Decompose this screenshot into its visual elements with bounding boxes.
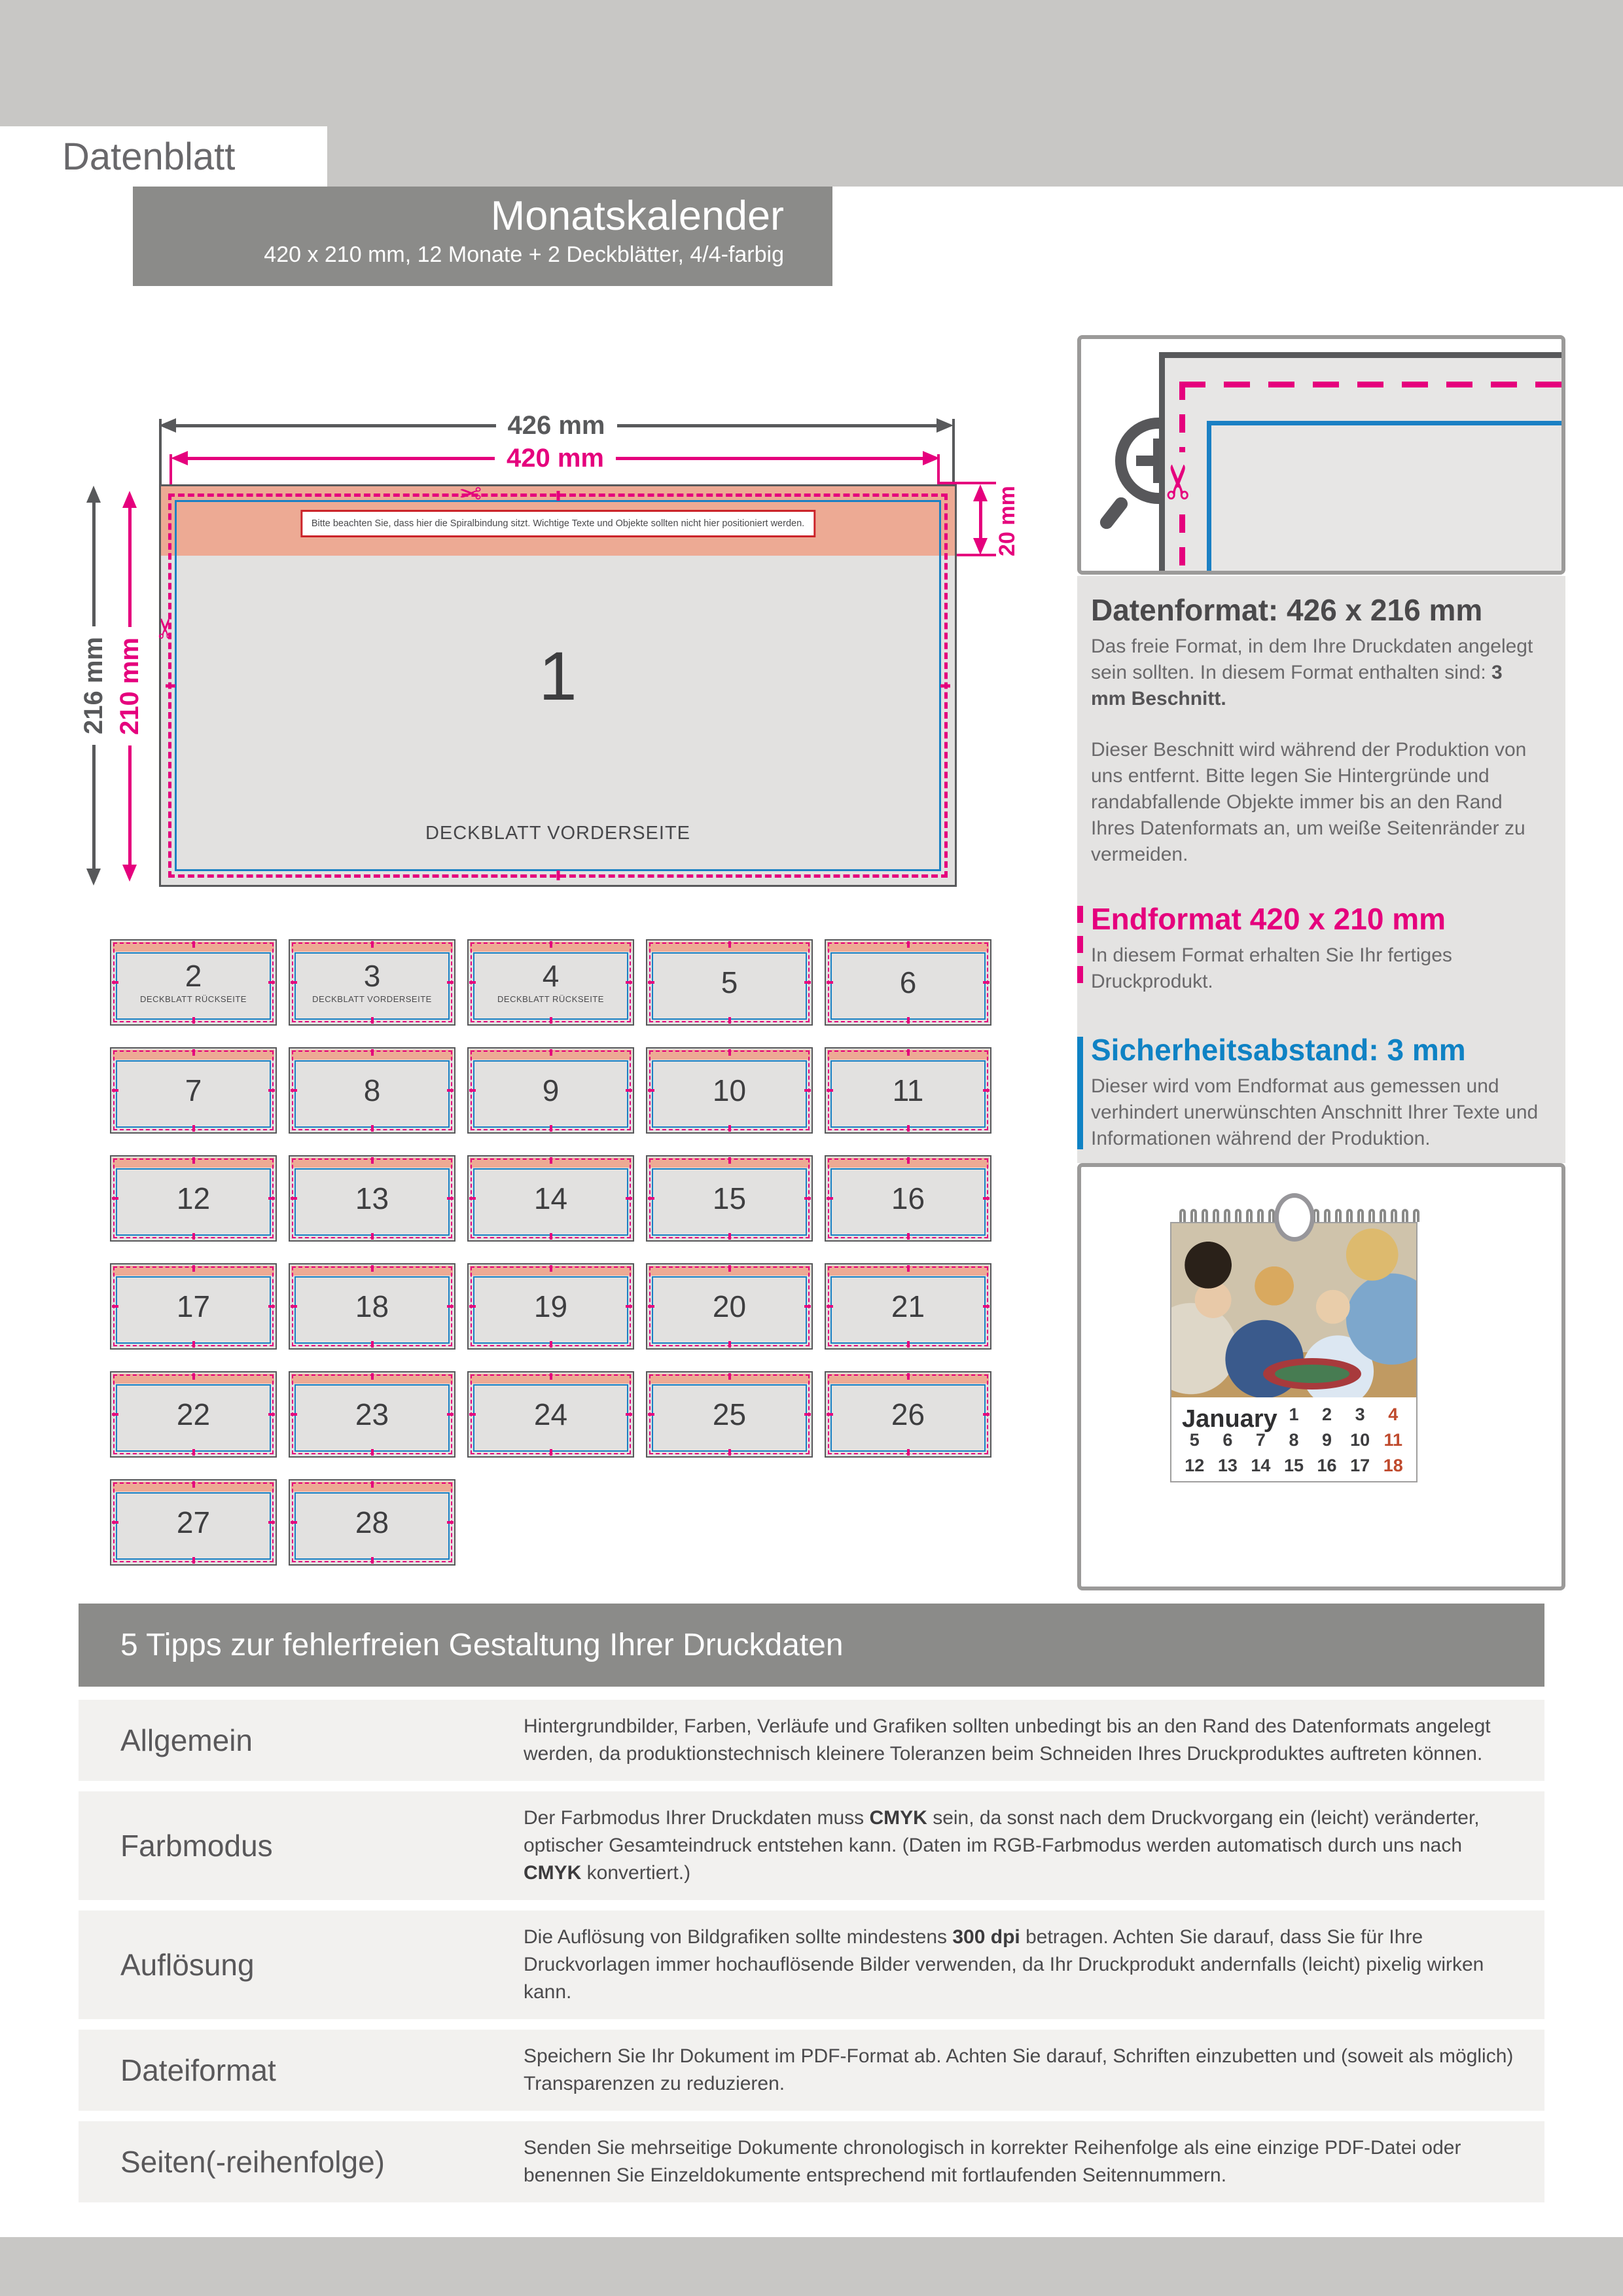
page-label: DECKBLATT VORDERSEITE (425, 823, 691, 844)
dim-line (92, 503, 96, 626)
detail-safety-line (1207, 421, 1561, 425)
page-thumbnail-7 (110, 1047, 277, 1134)
page-label: DECKBLATT VORDERSEITE (312, 994, 432, 1004)
calendar-day: 16 (1317, 1456, 1337, 1475)
calendar-day: 3 (1355, 1405, 1365, 1424)
page-label: DECKBLATT RÜCKSEITE (497, 994, 604, 1004)
tip-text: Senden Sie mehrseitige Dokumente chronologisch in korrekter Reihenfolge als eine einzige PDF-Datei oder benennen Sie Einzeldokumente entsprechend mit fortlaufenden Seitennummern. (524, 2137, 1461, 2186)
arrowhead-down-icon (86, 869, 101, 886)
corner-detail-card (1077, 335, 1565, 575)
page-number: 17 (176, 1289, 211, 1323)
calendar-day: 8 (1289, 1430, 1299, 1450)
endformat-heading: Endformat 420 x 210 mm (1091, 902, 1446, 936)
page-thumbnail-2 (110, 939, 277, 1026)
dim-inner-width (171, 443, 940, 473)
page-number: 1 (539, 638, 577, 715)
calendar-day: 9 (1322, 1430, 1332, 1450)
dim-line (92, 745, 96, 869)
page-number: 15 (712, 1181, 747, 1215)
binding-note: Bitte beachten Sie, dass hier die Spiralbindung sitzt. Wichtige Texte und Objekte sollten nicht hier positioniert werden. (300, 510, 815, 537)
page-thumbnail-27 (110, 1479, 277, 1566)
arrowhead-right-icon (923, 451, 940, 465)
page-number: 13 (355, 1181, 389, 1215)
page-thumbnail-17 (110, 1263, 277, 1350)
page-thumbnail-5 (646, 939, 813, 1026)
page-thumbnail-16 (825, 1155, 991, 1242)
arrowhead-up-icon (86, 486, 101, 503)
page-thumbnail-11 (825, 1047, 991, 1134)
calendar-day: 12 (1185, 1456, 1205, 1475)
scissors-icon: ✂ (1153, 461, 1206, 502)
endformat-rule (1077, 906, 1083, 992)
page-thumbnail-14 (467, 1155, 634, 1242)
arrowhead-right-icon (936, 418, 954, 433)
page-thumbnail-3 (289, 939, 455, 1026)
page-thumbnail-8 (289, 1047, 455, 1134)
page-number: 25 (712, 1397, 747, 1431)
calendar-day: 13 (1217, 1456, 1238, 1475)
dim-line (128, 508, 132, 627)
endformat-body: In diesem Format erhalten Sie Ihr fertiges Druckprodukt. (1091, 944, 1452, 992)
page-thumbnail-26 (825, 1371, 991, 1458)
detail-endformat-dash (1179, 514, 1185, 571)
detail-safety-line (1207, 421, 1211, 571)
calendar-day: 1 (1289, 1405, 1299, 1424)
tip-row-4 (79, 2030, 1544, 2111)
dim-label: 20 mm (995, 486, 1020, 556)
hanging-ring (1274, 1193, 1315, 1242)
datenformat-intro: Das freie Format, in dem Ihre Druckdaten angelegt sein sollten. In diesem Format enthalten sind: 3 mm Beschnitt. (1091, 636, 1533, 709)
arrowhead-up-icon (973, 484, 988, 501)
detail-endformat-dash (1179, 382, 1185, 452)
dim-line (188, 457, 495, 460)
detail-page-fill (1165, 358, 1561, 571)
tip-label: Auflösung (120, 1948, 255, 1982)
page-thumbnail-22 (110, 1371, 277, 1458)
calendar-day: 14 (1251, 1456, 1271, 1475)
tip-label: Seiten(-reihenfolge) (120, 2145, 385, 2179)
main-page-preview (150, 478, 957, 887)
page-number: 14 (533, 1181, 568, 1215)
dim-outer-height (79, 486, 108, 886)
tip-text: Hintergrundbilder, Farben, Verläufe und Grafiken sollten unbedingt bis an den Rand des Datenformats angelegt werden, da produktionstechnisch kleinere Toleranzen beim Schneiden Ihres Druckproduktes auftreten können. (524, 1715, 1491, 1765)
page-number: 8 (363, 1073, 381, 1107)
page-number: 22 (176, 1397, 211, 1431)
doc-label-box (0, 126, 327, 187)
datenformat-body: Dieser Beschnitt wird während der Produktion von uns entfernt. Bitte legen Sie Hintergründe und randabfallende Objekte immer bis an den Rand Ihres Datenformats an, um weiße Seitenränder zu vermeiden. (1091, 739, 1527, 865)
page-number: 9 (542, 1073, 560, 1107)
dim-binding-zone (972, 484, 988, 555)
page-number: 19 (533, 1289, 568, 1323)
page-number: 11 (892, 1073, 924, 1107)
page-thumbnail-25 (646, 1371, 813, 1458)
safety-body: Dieser wird vom Endformat aus gemessen und verhindert unerwünschten Anschnitt Ihrer Texte und Informationen während der Produktion. (1091, 1075, 1539, 1149)
scissors-icon: ✂ (459, 478, 482, 509)
doc-label: Datenblatt (62, 135, 236, 178)
footer-band (0, 2237, 1623, 2296)
dim-inner-height (115, 491, 144, 882)
tip-row-2 (79, 1791, 1544, 1900)
page-thumbnail-23 (289, 1371, 455, 1458)
tips-heading-bar (79, 1604, 1544, 1687)
tip-text: Die Auflösung von Bildgrafiken sollte mindestens 300 dpi betragen. Achten Sie darauf, dass Sie für Ihre Druckvorlagen immer hochauflösende Bilder verwenden, da Ihr Druckprodukt andernfalls (leicht) pixelig wirken kann. (524, 1926, 1484, 2003)
dim-line (176, 424, 496, 427)
calendar-sheet (1170, 1222, 1418, 1482)
safety-heading: Sicherheitsabstand: 3 mm (1091, 1033, 1466, 1067)
calendar-day: 15 (1283, 1456, 1304, 1475)
calendar-photo-placeholder (1171, 1223, 1416, 1397)
page-thumbnail-24 (467, 1371, 634, 1458)
dim-outer-width (159, 410, 954, 440)
tip-row-5 (79, 2121, 1544, 2202)
dim-label: 420 mm (507, 443, 604, 473)
tip-label: Dateiformat (120, 2053, 276, 2087)
corner-detail-drawing (1081, 339, 1561, 571)
dim-label: 210 mm (115, 637, 144, 735)
page-thumbnail-21 (825, 1263, 991, 1350)
game-tray (1263, 1358, 1361, 1390)
page-number: 7 (185, 1073, 202, 1107)
calendar-day: 4 (1388, 1405, 1399, 1424)
calendar-day: 2 (1322, 1405, 1332, 1424)
page-thumbnail-28 (289, 1479, 455, 1566)
page-number: 28 (355, 1505, 389, 1539)
calendar-month: January (1182, 1405, 1277, 1433)
register-mark (556, 870, 560, 880)
tips-heading: 5 Tipps zur fehlerfreien Gestaltung Ihrer Druckdaten (120, 1628, 844, 1662)
product-title: Monatskalender (490, 193, 784, 239)
page-number: 24 (533, 1397, 568, 1431)
page-number: 5 (721, 965, 738, 999)
page-number: 27 (176, 1505, 211, 1539)
page-label: DECKBLATT RÜCKSEITE (140, 994, 247, 1004)
tip-text: Speichern Sie Ihr Dokument im PDF-Format ab. Achten Sie darauf, Schriften einzubetten und (soweit als möglich) Transparenzen zu reduzieren. (524, 2045, 1514, 2094)
detail-endformat-dash (1179, 382, 1561, 387)
arrowhead-down-icon (973, 538, 988, 555)
page-thumbnail-12 (110, 1155, 277, 1242)
page-number: 16 (891, 1181, 925, 1215)
dim-line (617, 424, 937, 427)
page-number: 3 (363, 959, 381, 993)
dim-label: 426 mm (507, 410, 605, 440)
tip-label: Farbmodus (120, 1829, 273, 1863)
calendar-day: 18 (1383, 1456, 1403, 1475)
product-title-bar (133, 187, 832, 286)
arrowhead-down-icon (122, 865, 137, 882)
arrowhead-left-icon (159, 418, 176, 433)
tips-rows (79, 1700, 1544, 2202)
calendar-day: 5 (1189, 1430, 1200, 1450)
calendar-day: 10 (1350, 1430, 1370, 1450)
product-subtitle: 420 x 210 mm, 12 Monate + 2 Deckblätter, 4/4-farbig (264, 242, 784, 267)
datenformat-section (1091, 593, 1539, 868)
page-thumbnail-19 (467, 1263, 634, 1350)
calendar-day: 17 (1350, 1456, 1370, 1475)
calendar-day: 6 (1222, 1430, 1233, 1450)
register-mark (556, 491, 560, 501)
tip-row-1 (79, 1700, 1544, 1781)
scissors-icon: ✂ (150, 617, 181, 640)
page-number: 20 (712, 1289, 747, 1323)
dim-line (616, 457, 923, 460)
page-thumbnail-18 (289, 1263, 455, 1350)
page-number: 6 (899, 965, 917, 999)
endformat-section (1091, 902, 1539, 995)
info-panel (1077, 576, 1565, 1163)
page-thumbnails-grid (110, 939, 993, 1568)
tip-text: Der Farbmodus Ihrer Druckdaten muss CMYK sein, da sonst nach dem Druckvorgang ein (leicht) veränderter, optischer Gesamteindruck entstehen kann. (Daten im RGB-Farbmodus werden automatisch durch uns nach CMYK konvertiert.) (524, 1807, 1480, 1884)
page-number: 2 (185, 959, 202, 993)
tip-row-3 (79, 1910, 1544, 2019)
safety-section (1091, 1033, 1539, 1152)
page-number: 21 (891, 1289, 925, 1323)
page-thumbnail-6 (825, 939, 991, 1026)
safety-rule (1077, 1037, 1083, 1149)
page-thumbnail-20 (646, 1263, 813, 1350)
page-number: 12 (176, 1181, 211, 1215)
datenformat-heading: Datenformat: 426 x 216 mm (1091, 593, 1483, 627)
product-sample-card (1077, 1163, 1565, 1590)
dim-label: 216 mm (79, 637, 108, 734)
tip-label: Allgemein (120, 1723, 253, 1757)
calendar-day: 11 (1383, 1430, 1402, 1450)
page-number: 23 (355, 1397, 389, 1431)
arrowhead-up-icon (122, 491, 137, 508)
page-number: 26 (891, 1397, 925, 1431)
page-thumbnail-10 (646, 1047, 813, 1134)
page-number: 4 (542, 959, 560, 993)
page-thumbnail-4 (467, 939, 634, 1026)
page-thumbnail-9 (467, 1047, 634, 1134)
page-thumbnail-13 (289, 1155, 455, 1242)
calendar-day: 7 (1255, 1430, 1266, 1450)
page-thumbnail-15 (646, 1155, 813, 1242)
dim-line (979, 501, 982, 538)
calendar-strip (1171, 1397, 1416, 1481)
page-number: 10 (712, 1073, 747, 1107)
page-number: 18 (355, 1289, 389, 1323)
dim-line (128, 745, 132, 865)
detail-datenformat-edge (1159, 352, 1561, 358)
arrowhead-left-icon (171, 451, 188, 465)
